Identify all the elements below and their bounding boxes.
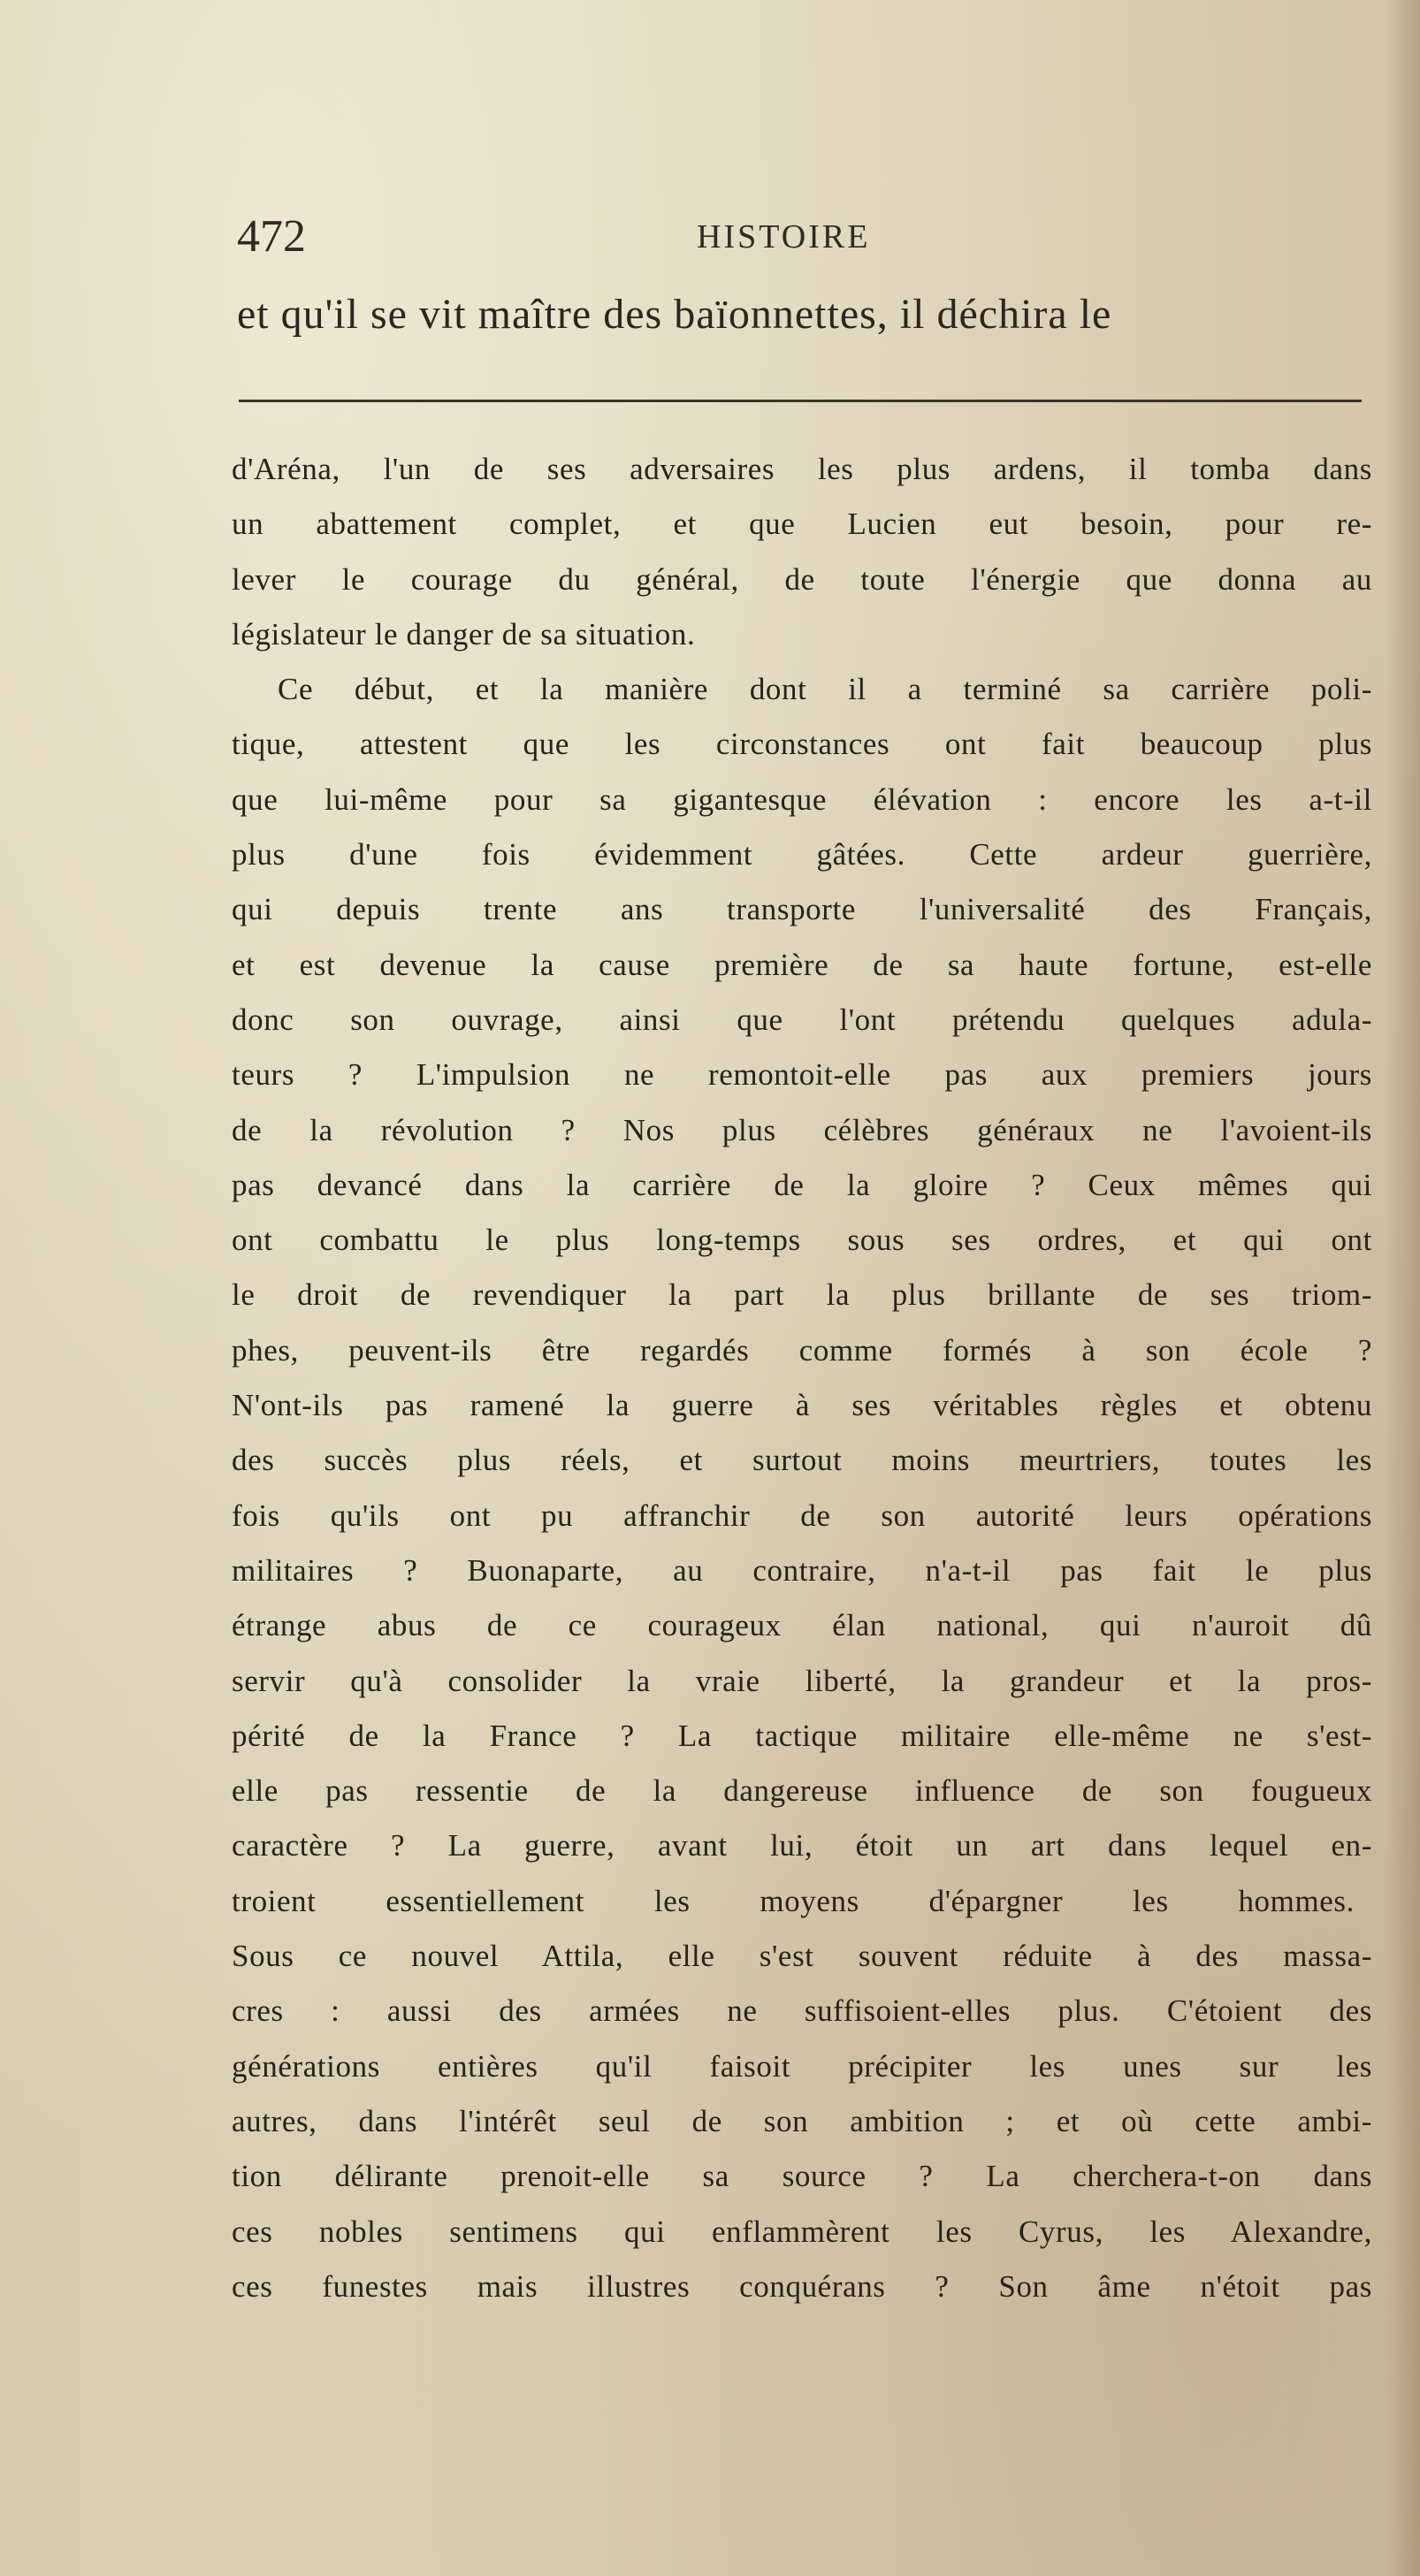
text-line: ces funestes mais illustres conquérans ? Son âme n'étoit pas bbox=[232, 2268, 1372, 2304]
text-line: étrange abus de ce courageux élan national, qui n'auroit dû bbox=[232, 1608, 1372, 1643]
text-line: le droit de revendiquer la part la plus brillante de ses triom- bbox=[232, 1277, 1372, 1313]
catchword-line: et qu'il se vit maître des baïonnettes, il déchira le bbox=[237, 291, 1112, 338]
text-line: ces nobles sentimens qui enflammèrent les Cyrus, les Alexandre, bbox=[232, 2214, 1372, 2249]
text-line: législateur le danger de sa situation. bbox=[232, 616, 696, 652]
text-line: N'ont-ils pas ramené la guerre à ses véritables règles et obtenu bbox=[232, 1388, 1372, 1423]
text-line: de la révolution ? Nos plus célèbres généraux ne l'avoient-ils bbox=[232, 1112, 1372, 1147]
text-line: autres, dans l'intérêt seul de son ambition ; et où cette ambi- bbox=[232, 2103, 1372, 2138]
text-line: elle pas ressentie de la dangereuse influence de son fougueux bbox=[232, 1773, 1372, 1809]
text-line: militaires ? Buonaparte, au contraire, n'a-t-il pas fait le plus bbox=[232, 1552, 1372, 1588]
text-line: Ce début, et la manière dont il a terminé sa carrière poli- bbox=[278, 672, 1372, 707]
text-line: des succès plus réels, et surtout moins meurtriers, toutes les bbox=[232, 1443, 1372, 1478]
text-line: Sous ce nouvel Attila, elle s'est souvent réduite à des massa- bbox=[232, 1939, 1372, 1974]
text-line: caractère ? La guerre, avant lui, étoit un art dans lequel en- bbox=[232, 1828, 1372, 1863]
text-line: troient essentiellement les moyens d'épargner les hommes. bbox=[232, 1883, 1355, 1918]
text-line: et est devenue la cause première de sa haute fortune, est-elle bbox=[232, 947, 1372, 982]
text-line: ont combattu le plus long-temps sous ses ordres, et qui ont bbox=[232, 1223, 1372, 1258]
text-line: tique, attestent que les circonstances ont fait beaucoup plus bbox=[232, 727, 1372, 762]
page-edge-shadow bbox=[1385, 0, 1420, 2576]
text-line: périté de la France ? La tactique militaire elle-même ne s'est- bbox=[232, 1718, 1372, 1753]
text-line: un abattement complet, et que Lucien eut besoin, pour re- bbox=[232, 507, 1372, 542]
text-line: pas devancé dans la carrière de la gloire ? Ceux mêmes qui bbox=[232, 1167, 1372, 1202]
page-number: 472 bbox=[237, 211, 306, 262]
body-text bbox=[232, 442, 1372, 2314]
text-line: fois qu'ils ont pu affranchir de son autorité leurs opérations bbox=[232, 1498, 1372, 1533]
text-line: donc son ouvrage, ainsi que l'ont prétendu quelques adula- bbox=[232, 1002, 1372, 1037]
text-line: servir qu'à consolider la vraie liberté, la grandeur et la pros- bbox=[232, 1663, 1372, 1698]
text-line: plus d'une fois évidemment gâtées. Cette ardeur guerrière, bbox=[232, 837, 1372, 873]
text-line: d'Aréna, l'un de ses adversaires les plus ardens, il tomba dans bbox=[232, 452, 1372, 486]
text-line: générations entières qu'il faisoit précipiter les unes sur les bbox=[232, 2048, 1372, 2084]
page-header bbox=[237, 210, 1369, 263]
text-line: cres : aussi des armées ne suffisoient-elles plus. C'étoient des bbox=[232, 1993, 1372, 2029]
text-line: phes, peuvent-ils être regardés comme formés à son école ? bbox=[232, 1332, 1372, 1368]
running-title: HISTOIRE bbox=[697, 218, 871, 255]
separator-rule bbox=[239, 400, 1362, 402]
text-line: lever le courage du général, de toute l'énergie que donna au bbox=[232, 561, 1372, 597]
text-line: tion délirante prenoit-elle sa source ? La cherchera-t-on dans bbox=[232, 2159, 1372, 2194]
text-line: qui depuis trente ans transporte l'universalité des Français, bbox=[232, 892, 1372, 927]
text-line: que lui-même pour sa gigantesque élévation : encore les a-t-il bbox=[232, 781, 1372, 817]
text-line: teurs ? L'impulsion ne remontoit-elle pas aux premiers jours bbox=[232, 1057, 1372, 1093]
